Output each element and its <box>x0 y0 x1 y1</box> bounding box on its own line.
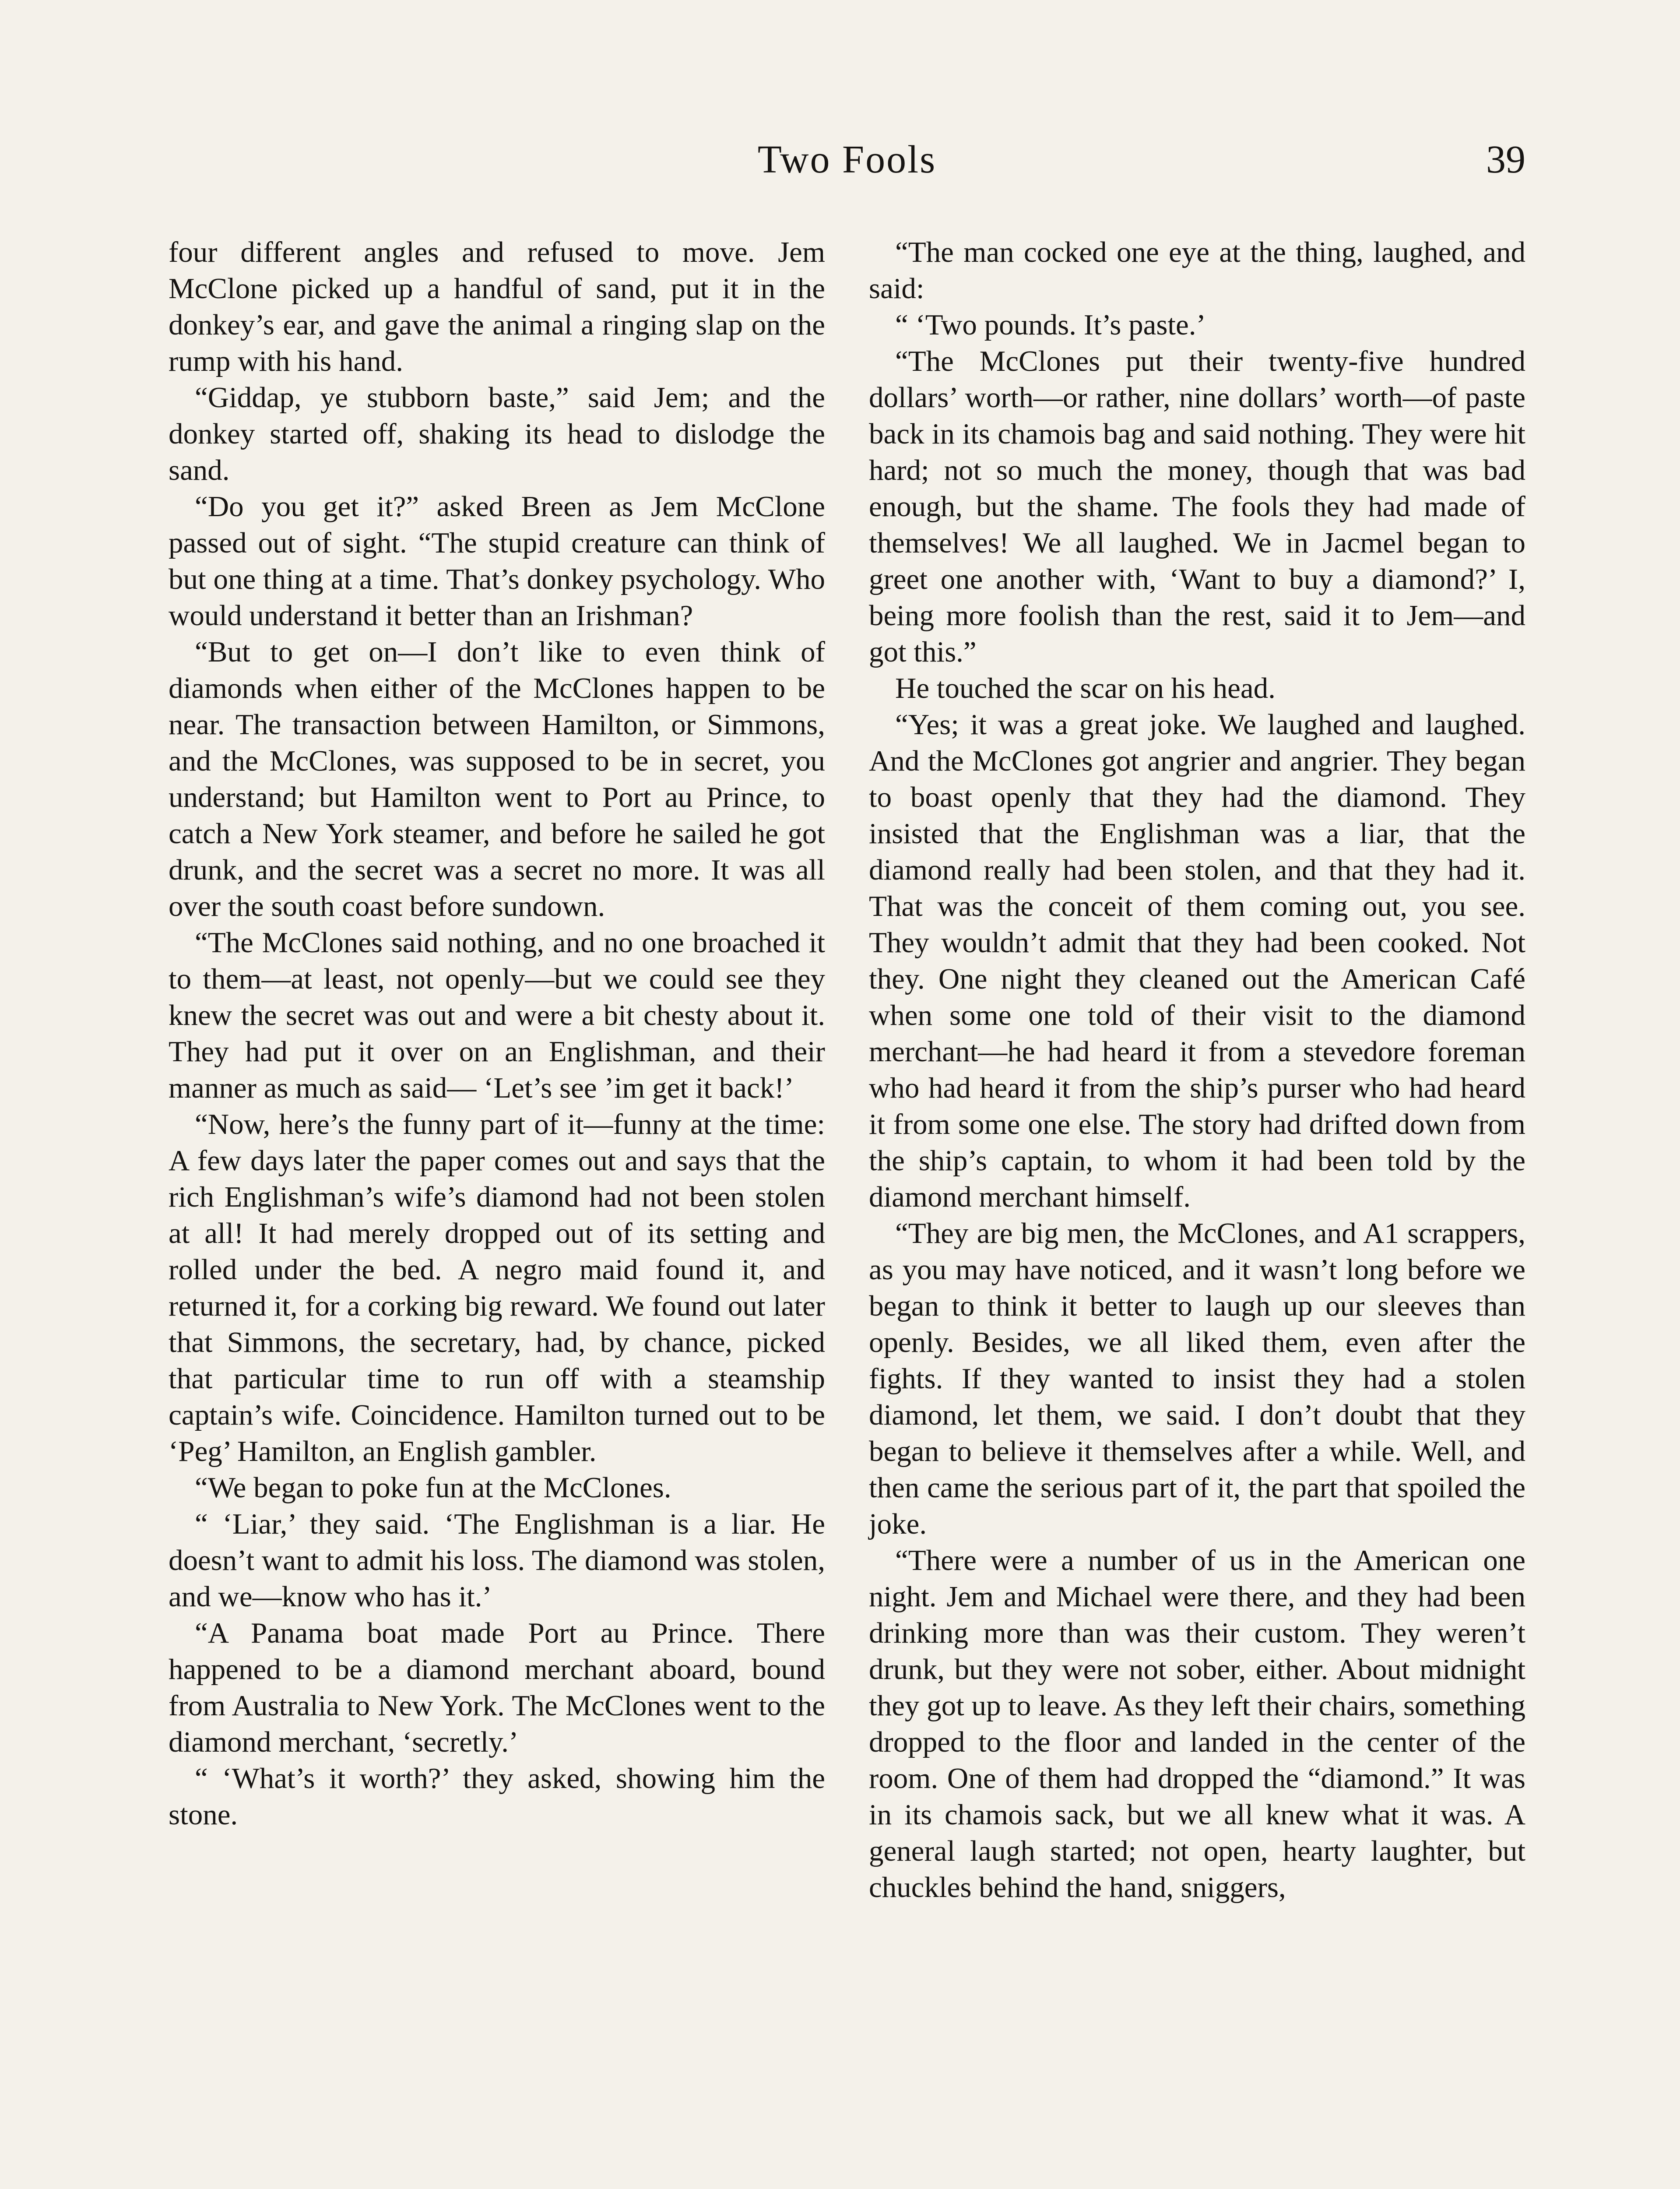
paragraph: “The McClones put their twenty-five hundred dollars’ worth—or rather, nine dollars’ worth—of paste back in its chamois bag and said nothing. They were hit hard; not so much the money, though that was bad enough, but the shame. The fools they had made of themselves! We all laughed. We in Jacmel began to greet one another with, ‘Want to buy a diamond?’ I, being more foolish than the rest, said it to Jem—and got this.” <box>869 345 1525 668</box>
paragraph: four different angles and refused to move. Jem McClone picked up a handful of sand, put it in the donkey’s ear, and gave the animal a ringing slap on the rump with his hand. <box>169 236 825 377</box>
paragraph: He touched the scar on his head. <box>895 672 1276 704</box>
paragraph: “Now, here’s the funny part of it—funny at the time: A few days later the paper comes out and says that the rich Englishman’s wife’s diamond had not been stolen at all! It had merely dropped out of its setting and rolled under the bed. A negro maid found it, and returned it, for a corking big reward. We found out later that Simmons, the secretary, had, by chance, picked that particular time to run off with a steamship captain’s wife. Coincidence. Hamilton turned out to be ‘Peg’ Hamilton, an English gambler. <box>169 1108 825 1468</box>
paragraph: “But to get on—I don’t like to even think of diamonds when either of the McClones happen to be near. The transaction between Hamilton, or Simmons, and the McClones, was supposed to be in secret, you understand; but Hamilton went to Port au Prince, to catch a New York steamer, and before he sailed he got drunk, and the secret was a secret no more. It was all over the south coast before sundown. <box>169 636 825 922</box>
right-column <box>869 234 1525 1906</box>
left-column <box>169 234 825 1833</box>
paragraph: “ ‘Liar,’ they said. ‘The Englishman is a liar. He doesn’t want to admit his loss. The diamond was stolen, and we—know who has it.’ <box>169 1508 825 1613</box>
paragraph: “They are big men, the McClones, and A1 scrappers, as you may have noticed, and it wasn’t long before we began to think it better to laugh up our sleeves than openly. Besides, we all liked them, even after the fights. If they wanted to insist they had a stolen diamond, let them, we said. I don’t doubt that they began to believe it themselves after a while. Well, and then came the serious part of it, the part that spoiled the joke. <box>869 1217 1525 1540</box>
page-header <box>169 131 1525 201</box>
paragraph: “ ‘What’s it worth?’ they asked, showing him the stone. <box>169 1762 825 1831</box>
paragraph: “ ‘Two pounds. It’s paste.’ <box>895 309 1206 341</box>
page-number: 39 <box>1486 138 1525 181</box>
running-title: Two Fools <box>757 138 937 181</box>
paragraph: “The McClones said nothing, and no one broached it to them—at least, not openly—but we could see they knew the secret was out and were a bit chesty about it. They had put it over on an Englishman, and their manner as much as said— ‘Let’s see ’im get it back!’ <box>169 926 825 1104</box>
paragraph: “The man cocked one eye at the thing, laughed, and said: <box>869 236 1525 305</box>
paragraph: “A Panama boat made Port au Prince. There happened to be a diamond merchant aboard, bound from Australia to New York. The McClones went to the diamond merchant, ‘secretly.’ <box>169 1617 825 1758</box>
paragraph: “Do you get it?” asked Breen as Jem McClone passed out of sight. “The stupid creature can think of but one thing at a time. That’s donkey psychology. Who would understand it better than an Irishman? <box>169 490 825 632</box>
paragraph: “Yes; it was a great joke. We laughed and laughed. And the McClones got angrier and angrier. They began to boast openly that they had the diamond. They insisted that the Englishman was a liar, that the diamond really had been stolen, and that they had it. That was the conceit of them coming out, you see. They wouldn’t admit that they had been cooked. Not they. One night they cleaned out the American Café when some one told of their visit to the diamond merchant—he had heard it from a stevedore foreman who had heard it from the ship’s purser who had heard it from some one else. The story had drifted down from the ship’s captain, to whom it had been told by the diamond merchant himself. <box>869 708 1525 1213</box>
paragraph: “We began to poke fun at the McClones. <box>195 1471 671 1504</box>
paragraph: “Giddap, ye stubborn baste,” said Jem; and the donkey started off, shaking its head to dislodge the sand. <box>169 381 825 486</box>
paragraph: “There were a number of us in the American one night. Jem and Michael were there, and they had been drinking more than was their custom. They weren’t drunk, but they were not sober, either. About midnight they got up to leave. As they left their chairs, something dropped to the floor and landed in the center of the room. One of them had dropped the “diamond.” It was in its chamois sack, but we all knew what it was. A general laugh started; not open, hearty laughter, but chuckles behind the hand, sniggers, <box>869 1544 1525 1904</box>
